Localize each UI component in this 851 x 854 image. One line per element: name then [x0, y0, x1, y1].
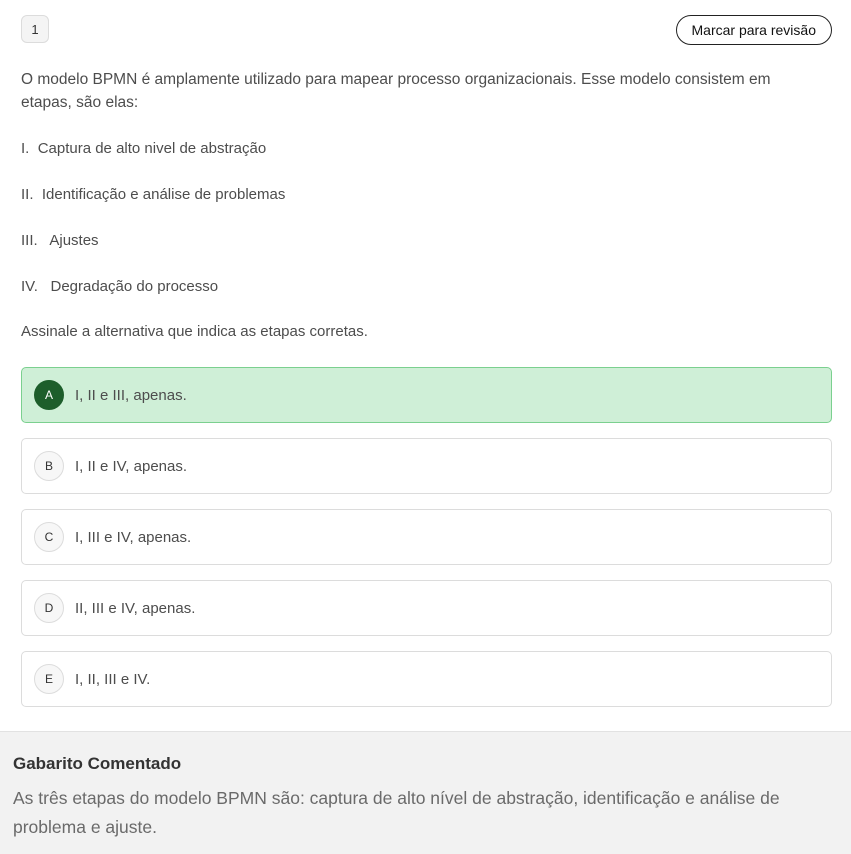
option-a[interactable] — [21, 367, 832, 423]
option-e[interactable] — [21, 651, 832, 707]
question-number-badge: 1 — [21, 15, 49, 43]
statement-item-2 — [21, 186, 285, 203]
item-text: Captura de alto nivel de abstração — [37, 140, 267, 157]
option-c[interactable] — [21, 509, 832, 565]
option-b[interactable] — [21, 438, 832, 494]
option-letter-badge: D — [34, 593, 64, 623]
question-header — [21, 15, 832, 45]
item-numeral: I. — [21, 140, 30, 157]
option-text: I, II, III e IV. — [75, 670, 151, 688]
statement-item-4 — [21, 278, 218, 295]
option-text: I, II e IV, apenas. — [75, 457, 188, 475]
feedback-title: Gabarito Comentado — [13, 754, 182, 773]
statement-item-3 — [21, 232, 99, 249]
option-letter-badge: E — [34, 664, 64, 694]
question-instruction: Assinale a alternativa que indica as etapas corretas. — [21, 323, 368, 340]
item-text: Identificação e análise de problemas — [41, 186, 286, 203]
option-text: I, III e IV, apenas. — [75, 528, 192, 546]
item-text: Degradação do processo — [50, 278, 219, 295]
answer-feedback-panel — [0, 731, 851, 854]
option-letter-badge: B — [34, 451, 64, 481]
question-statement: O modelo BPMN é amplamente utilizado para mapear processo organizacionais. Esse modelo consistem em etapas, são elas: — [21, 71, 771, 111]
option-text: II, III e IV, apenas. — [75, 599, 196, 617]
option-letter-badge: C — [34, 522, 64, 552]
item-numeral: III. — [21, 232, 38, 249]
option-text: I, II e III, apenas. — [75, 386, 187, 404]
statement-item-1 — [21, 140, 266, 157]
item-text: Ajustes — [49, 232, 99, 249]
feedback-text: As três etapas do modelo BPMN são: captura de alto nível de abstração, identificação e análise de problema e ajuste. — [13, 788, 780, 837]
option-letter-badge: A — [34, 380, 64, 410]
item-numeral: IV. — [21, 278, 38, 295]
mark-for-review-button[interactable]: Marcar para revisão — [676, 15, 833, 45]
option-d[interactable] — [21, 580, 832, 636]
item-numeral: II. — [21, 186, 34, 203]
